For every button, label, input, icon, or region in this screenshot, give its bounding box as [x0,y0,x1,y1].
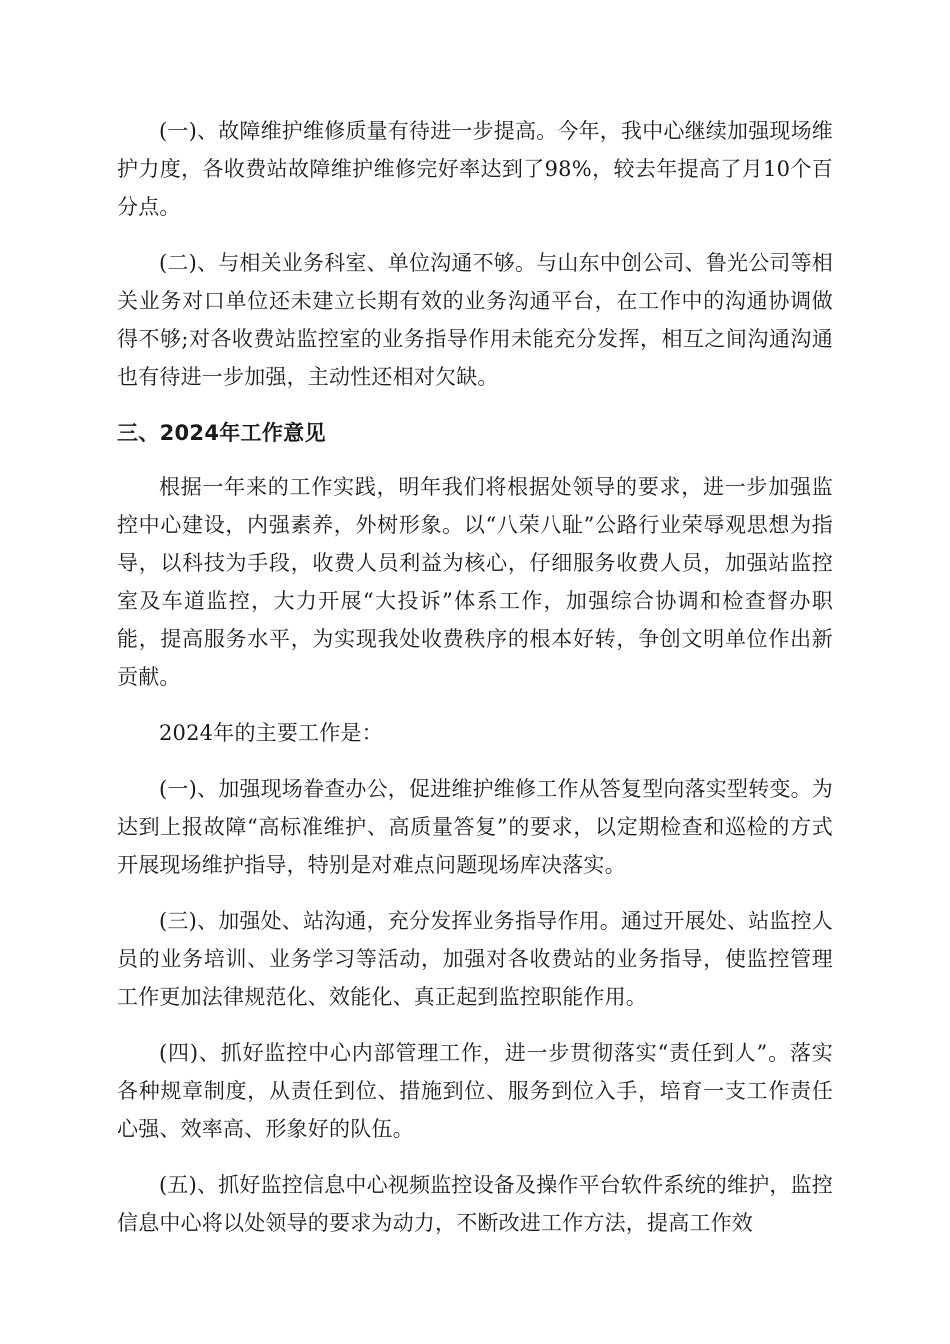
document-body [117,112,833,1260]
section-heading-work-plan: 三、2024年工作意见 [117,421,326,445]
paragraph-fault-maintenance: (一)、故障维护维修质量有待进一步提高。今年，我中心继续加强现场维护力度，各收费站故障维护维修完好率达到了98%，较去年提高了月10个百分点。 [117,119,833,219]
paragraph-main-work-intro: 2024年的主要工作是： [159,721,383,745]
paragraph-station-communication: (三)、加强处、站沟通，充分发挥业务指导作用。通过开展处、站监控人员的业务培训、业务学习等活动，加强对各收费站的业务指导，使监控管理工作更加法律规范化、效能化、真正起到监控职能作用。 [117,909,833,1009]
paragraph-communication: (二)、与相关业务科室、单位沟通不够。与山东中创公司、鲁光公司等相关业务对口单位还未建立长期有效的业务沟通平台，在工作中的沟通协调做得不够;对各收费站监控室的业务指导作用未能充分发挥，相互之间沟通沟通也有待进一步加强，主动性还相对欠缺。 [117,251,833,389]
paragraph-work-practice: 根据一年来的工作实践，明年我们将根据处领导的要求，进一步加强监控中心建设，内强素养，外树形象。以“八荣八耻”公路行业荣辱观思想为指导，以科技为手段，收费人员利益为核心，仔细服务收费人员，加强站监控室及车道监控，大力开展“大投诉”体系工作，加强综合协调和检查督办职能，提高服务水平，为实现我处收费秩序的根本好转，争创文明单位作出新贡献。 [117,475,833,689]
paragraph-video-monitoring: (五)、抓好监控信息中心视频监控设备及操作平台软件系统的维护，监控信息中心将以处领导的要求为动力，不断改进工作方法，提高工作效 [117,1173,833,1235]
paragraph-onsite-office: (一)、加强现场眷查办公，促进维护维修工作从答复型向落实型转变。为达到上报故障“高标准维护、高质量答复”的要求，以定期检查和巡检的方式开展现场维护指导，特别是对难点问题现场库决落实。 [117,777,833,877]
paragraph-internal-management: (四)、抓好监控中心内部管理工作，进一步贯彻落实“责任到人”。落实各种规章制度，从责任到位、措施到位、服务到位入手，培育一支工作责任心强、效率高、形象好的队伍。 [117,1041,833,1141]
